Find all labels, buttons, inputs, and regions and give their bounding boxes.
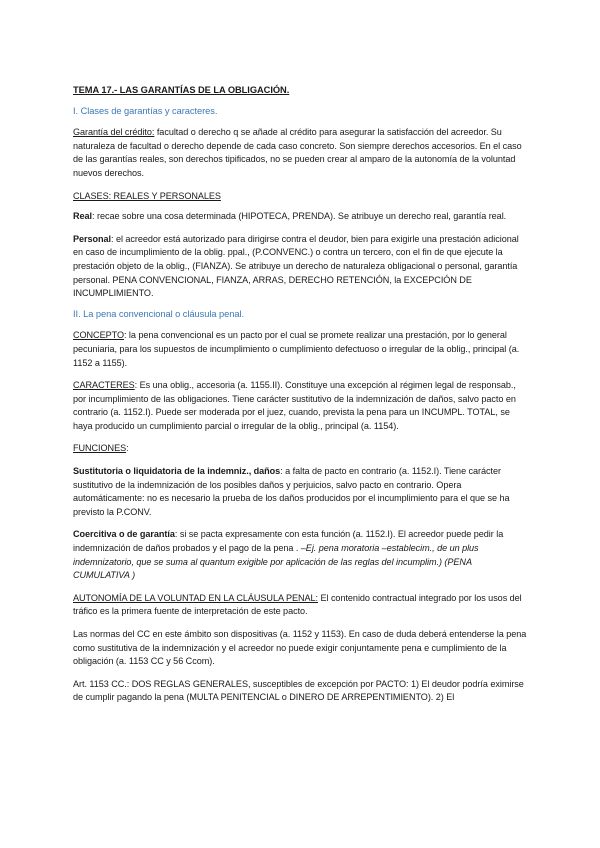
paragraph-sustitutoria [73,465,528,519]
paragraph-coercitiva [73,528,528,582]
text-caracteres: : Es una oblig., accesoria (a. 1155.II). Constituye una excepción al régimen legal de responsab., por incumplimiento de las obligaciones. Tiene carácter sustitutivo de la indemnización de daños, salvo pacto en contrario (a. 1152.I). Puede ser moderada por el juez, cuando, prevista la pena para un INCUMPL. TOTAL, se haya producido un cumplimiento parcial o irregular de la oblig., principal (a. 1154). [73,380,516,431]
section-heading-1: I. Clases de garantías y caracteres. [73,105,218,116]
clases-heading: CLASES: REALES Y PERSONALES [73,190,221,201]
term-funciones: FUNCIONES [73,443,127,454]
text-garantia: facultad o derecho q se añade al crédito para asegurar la satisfacción del acreedor. Su naturaleza de facultad o derecho depende de cada caso concreto. Son siempre derechos accesorios. En el caso de las garantías reales, son derechos tipificados, no se pueden crear al amparo de la autonomía de la voluntad nuevos derechos. [73,127,522,178]
term-autonomia: AUTONOMÍA DE LA VOLUNTAD EN LA CLÁUSULA PENAL: [73,592,318,603]
text-autonomia: El contenido contractual integrado por los usos del tráfico es la primera fuente de interpretación de este pacto. [73,592,522,617]
funciones-heading [73,442,528,456]
term-personal: Personal [73,233,112,244]
term-garantia: Garantía del crédito: [73,127,155,138]
term-coercitiva: Coercitiva o de garantía [73,529,175,540]
paragraph-normas: Las normas del CC en este ámbito son dispositivas (a. 1152 y 1153). En caso de duda deberá entenderse la pena como sustitutiva de la indemnización y el acreedor no puede exigir conjuntamente pena e cumplimiento de la obligación (a. 1153 CC y 56 Ccom). [73,629,527,667]
text-real: : recae sobre una cosa determinada (HIPOTECA, PRENDA). Se atribuye un derecho real, garantía real. [92,211,507,222]
paragraph-art1153: Art. 1153 CC.: DOS REGLAS GENERALES, susceptibles de excepción por PACTO: 1) El deudor podría eximirse de cumplir pagando la pena (MULTA PENITENCIAL o DINERO DE ARREPENTIMIENTO). 2) El [73,678,524,703]
paragraph-real [73,210,528,224]
term-real: Real [73,211,93,222]
paragraph-garantia [73,126,528,180]
funciones-colon: : [126,443,129,454]
text-sustitutoria: : a falta de pacto en contrario (a. 1152.I). Tiene carácter sustitutivo de la indemnización de los posibles daños y perjuicios, salvo pacto en contrario. Opera automáticamente: no es necesario la prueba de los daños producidos por el incumplimiento para el que se ha previsto la P.CONV. [73,466,510,517]
paragraph-personal [73,233,528,301]
paragraph-caracteres [73,379,528,433]
term-concepto: CONCEPTO [73,330,124,341]
text-concepto: : la pena convencional es un pacto por el cual se promete realizar una prestación, por lo general pecuniaria, para los supuestos de incumplimiento o cumplimiento defectuoso o irregular de la oblig., principal (a. 1152 a 1155). [73,330,520,368]
paragraph-autonomia [73,592,528,619]
term-caracteres: CARACTERES [73,380,135,391]
section-heading-2: II. La pena convencional o cláusula penal. [73,308,245,319]
text-coercitiva: : si se pacta expresamente con esta función (a. 1152.I). El acreedor puede pedir la indemnización de daños probados y el pago de la pena . [73,529,504,554]
text-personal: : el acreedor está autorizado para dirigirse contra el deudor, bien para exigirle una prestación adicional en caso de incumplimiento de la oblig. ppal., (P.CONVENC.) o contra un tercero, con el fin de que ejecute la prestación objeto de la oblig., (FIANZA). Se atribuye un derecho de naturaleza obligacional o personal, garantía personal. PENA CONVENCIONAL, FIANZA, ARRAS, DERECHO RETENCIÓN, la EXCEPCIÓN DE INCUMPLIMIENTO. [73,233,519,299]
term-sustitutoria: Sustitutoria o liquidatoria de la indemniz., daños [73,466,281,477]
paragraph-concepto [73,329,528,370]
italic-coercitiva: –Ej. pena moratoria –establecim., de un plus indemnizatorio, que se suma al quantum exigible por aplicación de las reglas del incumplim.) (PENA CUMULATIVA ) [73,543,479,581]
document-title: TEMA 17.- LAS GARANTÍAS DE LA OBLIGACIÓN. [73,85,290,95]
